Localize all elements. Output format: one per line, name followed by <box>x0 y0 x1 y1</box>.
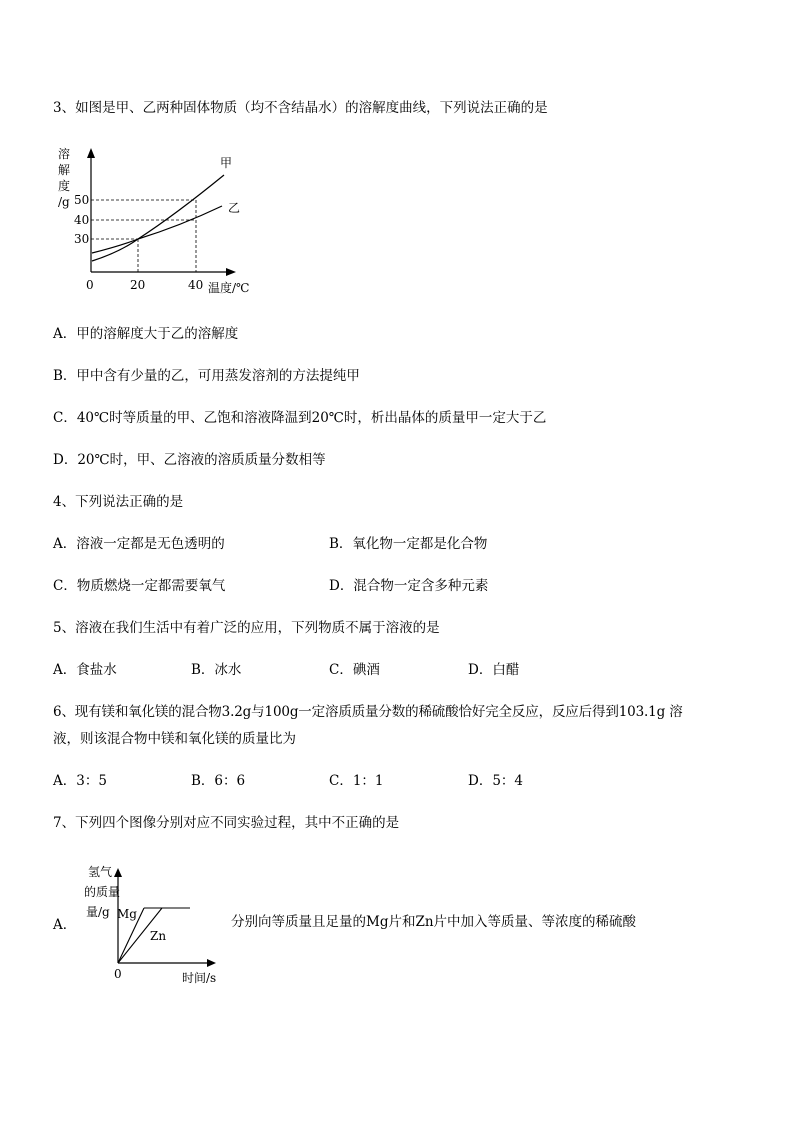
q7-stem: 7、下列四个图像分别对应不同实验过程，其中不正确的是 <box>53 815 400 831</box>
x-tick-20: 20 <box>130 278 146 292</box>
q5-stem: 5、溶液在我们生活中有着广泛的应用，下列物质不属于溶液的是 <box>53 620 440 636</box>
mg-label: Mg <box>117 907 137 921</box>
q5-option-a[interactable]: A．食盐水 <box>53 662 117 678</box>
q4-option-d[interactable]: D．混合物一定含多种元素 <box>329 578 489 594</box>
q5-option-c[interactable]: C．碘酒 <box>329 662 380 678</box>
origin-label: 0 <box>86 278 94 292</box>
curve-yi-label: 乙 <box>228 201 241 215</box>
q4-option-c[interactable]: C．物质燃烧一定都需要氧气 <box>53 578 226 594</box>
y-axis-label-1: 溶 <box>58 147 71 161</box>
y-tick-40: 40 <box>74 213 90 227</box>
curve-yi <box>92 206 222 253</box>
q7-y-label-3: 量/g <box>86 905 110 919</box>
q4-stem: 4、下列说法正确的是 <box>53 494 184 510</box>
zn-label: Zn <box>150 929 167 943</box>
solubility-curve-chart <box>50 140 280 300</box>
q7-x-label: 时间/s <box>182 971 217 985</box>
y-axis-label-2: 解 <box>58 163 71 177</box>
y-axis-arrow <box>87 148 95 158</box>
q7-y-label-1: 氢气 <box>88 865 113 879</box>
q3-option-d[interactable]: D．20℃时，甲、乙溶液的溶质质量分数相等 <box>53 452 326 468</box>
q7-x-axis-arrow <box>207 959 216 967</box>
q6-stem-line1: 6、现有镁和氧化镁的混合物3.2g与100g一定溶质质量分数的稀硫酸恰好完全反应，反应后得到103.1g 溶 <box>53 704 683 720</box>
x-axis-label: 温度/℃ <box>208 281 250 295</box>
q7-y-axis-arrow <box>114 868 122 877</box>
q3-option-a[interactable]: A．甲的溶解度大于乙的溶解度 <box>53 326 239 342</box>
q7-option-a-text: 分别向等质量且足量的Mg片和Zn片中加入等质量、等浓度的稀硫酸 <box>231 914 637 930</box>
q7-origin: 0 <box>114 967 122 981</box>
q5-option-b[interactable]: B．冰水 <box>191 662 242 678</box>
hydrogen-mass-chart <box>78 860 228 990</box>
y-tick-50: 50 <box>74 193 90 207</box>
q7-option-a-label[interactable]: A． <box>53 917 77 933</box>
q3-stem: 3、如图是甲、乙两种固体物质（均不含结晶水）的溶解度曲线，下列说法正确的是 <box>53 100 548 116</box>
x-tick-40: 40 <box>188 278 204 292</box>
q6-stem-line2: 液，则该混合物中镁和氧化镁的质量比为 <box>53 731 296 747</box>
q3-option-b[interactable]: B．甲中含有少量的乙，可用蒸发溶剂的方法提纯甲 <box>53 368 360 384</box>
x-axis-arrow <box>226 268 236 276</box>
y-axis-label-3: 度 <box>58 179 71 193</box>
y-axis-label-4: /g <box>58 195 70 209</box>
q6-option-a[interactable]: A．3：5 <box>53 773 107 789</box>
q6-option-d[interactable]: D．5：4 <box>468 773 524 789</box>
q6-option-b[interactable]: B．6：6 <box>191 773 246 789</box>
q3-option-c[interactable]: C．40℃时等质量的甲、乙饱和溶液降温到20℃时，析出晶体的质量甲一定大于乙 <box>53 410 547 426</box>
q5-option-d[interactable]: D．白醋 <box>468 662 520 678</box>
q4-option-a[interactable]: A．溶液一定都是无色透明的 <box>53 536 225 552</box>
curve-jia-label: 甲 <box>220 156 233 170</box>
y-tick-30: 30 <box>74 232 90 246</box>
q4-option-b[interactable]: B．氧化物一定都是化合物 <box>329 536 488 552</box>
q6-option-c[interactable]: C．1：1 <box>329 773 384 789</box>
q7-y-label-2: 的质量 <box>84 885 121 899</box>
